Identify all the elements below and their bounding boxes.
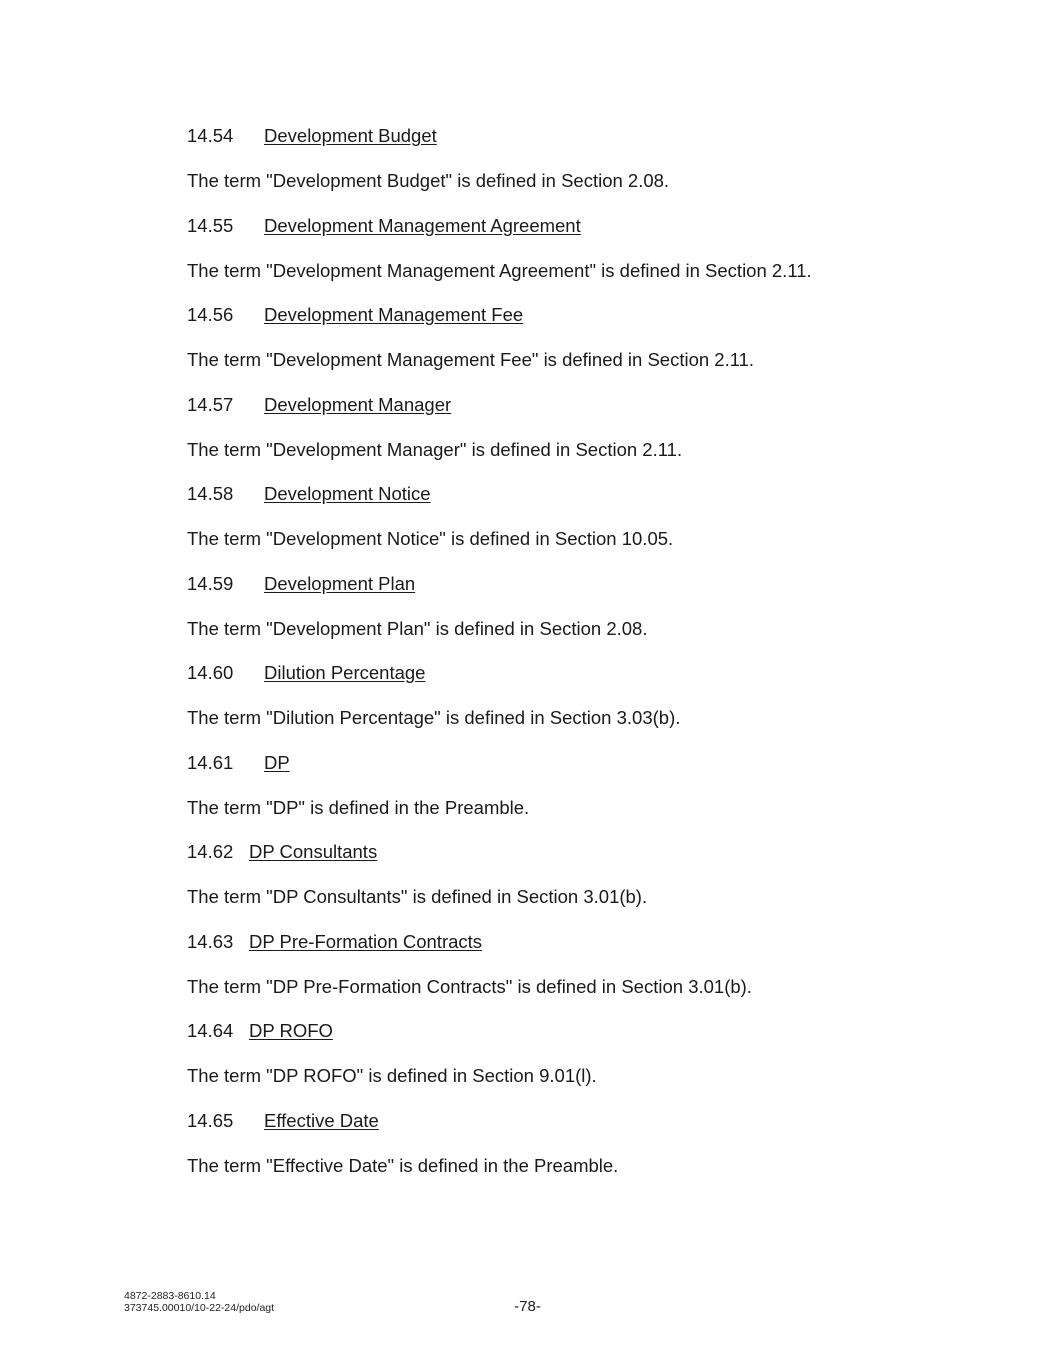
definition-entry [187,124,887,193]
section-number: 14.54 [187,125,234,146]
section-heading [187,124,887,148]
definition-text: The term "Effective Date" is defined in the Preamble. [187,1154,619,1176]
definition-entry [187,1109,887,1178]
section-number: 14.64 [187,1020,234,1041]
section-heading [187,1109,887,1133]
section-number: 14.56 [187,304,234,325]
section-title: Development Management Agreement [264,214,581,236]
document-id-line-1: 4872-2883-8610.14 [124,1290,216,1302]
section-heading [187,1019,887,1043]
definition-entry [187,930,887,999]
definition-entry [187,661,887,730]
definitions-list [187,124,887,1198]
section-title: Development Notice [264,483,431,504]
section-heading [187,840,887,864]
section-heading [187,482,887,506]
section-title: Development Manager [264,393,452,415]
definition-text: The term "DP Consultants" is defined in Section 3.01(b). [187,886,648,907]
section-heading [187,303,887,327]
section-title: Development Budget [264,125,437,146]
section-heading [187,661,887,685]
definition-text: The term "Development Manager" is defined in Section 2.11. [187,438,683,460]
definition-entry [187,393,887,462]
section-heading [187,572,887,596]
section-number: 14.60 [187,662,234,683]
section-number: 14.55 [187,214,234,236]
section-title: Development Plan [264,572,416,594]
section-title: Dilution Percentage [264,662,426,683]
section-title: DP Consultants [249,841,378,862]
page-number: -78- [514,1298,541,1315]
section-heading [187,751,887,775]
definition-entry [187,572,887,641]
definition-entry [187,482,887,551]
definition-text: The term "Development Management Fee" is defined in Section 2.11. [187,349,755,370]
definition-text: The term "Development Notice" is defined in Section 10.05. [187,528,674,549]
definition-entry [187,1019,887,1088]
section-number: 14.59 [187,572,234,594]
definition-text: The term "Development Plan" is defined in Section 2.08. [187,617,648,639]
definition-text: The term "Development Budget" is defined in Section 2.08. [187,170,670,191]
definition-entry [187,303,887,372]
section-heading [187,393,887,417]
section-title: Effective Date [264,1109,379,1131]
section-heading [187,214,887,238]
section-number: 14.57 [187,393,234,415]
section-title: DP ROFO [249,1020,333,1041]
section-number: 14.65 [187,1109,234,1131]
section-heading [187,930,887,954]
definition-entry [187,840,887,909]
definition-text: The term "DP Pre-Formation Contracts" is defined in Section 3.01(b). [187,975,752,997]
definition-entry [187,214,887,283]
definition-entry [187,751,887,820]
section-number: 14.61 [187,751,234,773]
section-number: 14.62 [187,841,234,862]
document-id-line-2: 373745.00010/10-22-24/pdo/agt [124,1302,275,1314]
definition-text: The term "Dilution Percentage" is defined in Section 3.03(b). [187,707,681,728]
section-title: Development Management Fee [264,304,524,325]
definition-text: The term "Development Management Agreement" is defined in Section 2.11. [187,259,812,281]
definition-text: The term "DP ROFO" is defined in Section 9.01(l). [187,1065,597,1086]
definition-text: The term "DP" is defined in the Preamble. [187,796,530,818]
section-title: DP Pre-Formation Contracts [249,930,483,952]
section-number: 14.58 [187,483,234,504]
section-title: DP [264,751,290,773]
section-number: 14.63 [187,930,234,952]
